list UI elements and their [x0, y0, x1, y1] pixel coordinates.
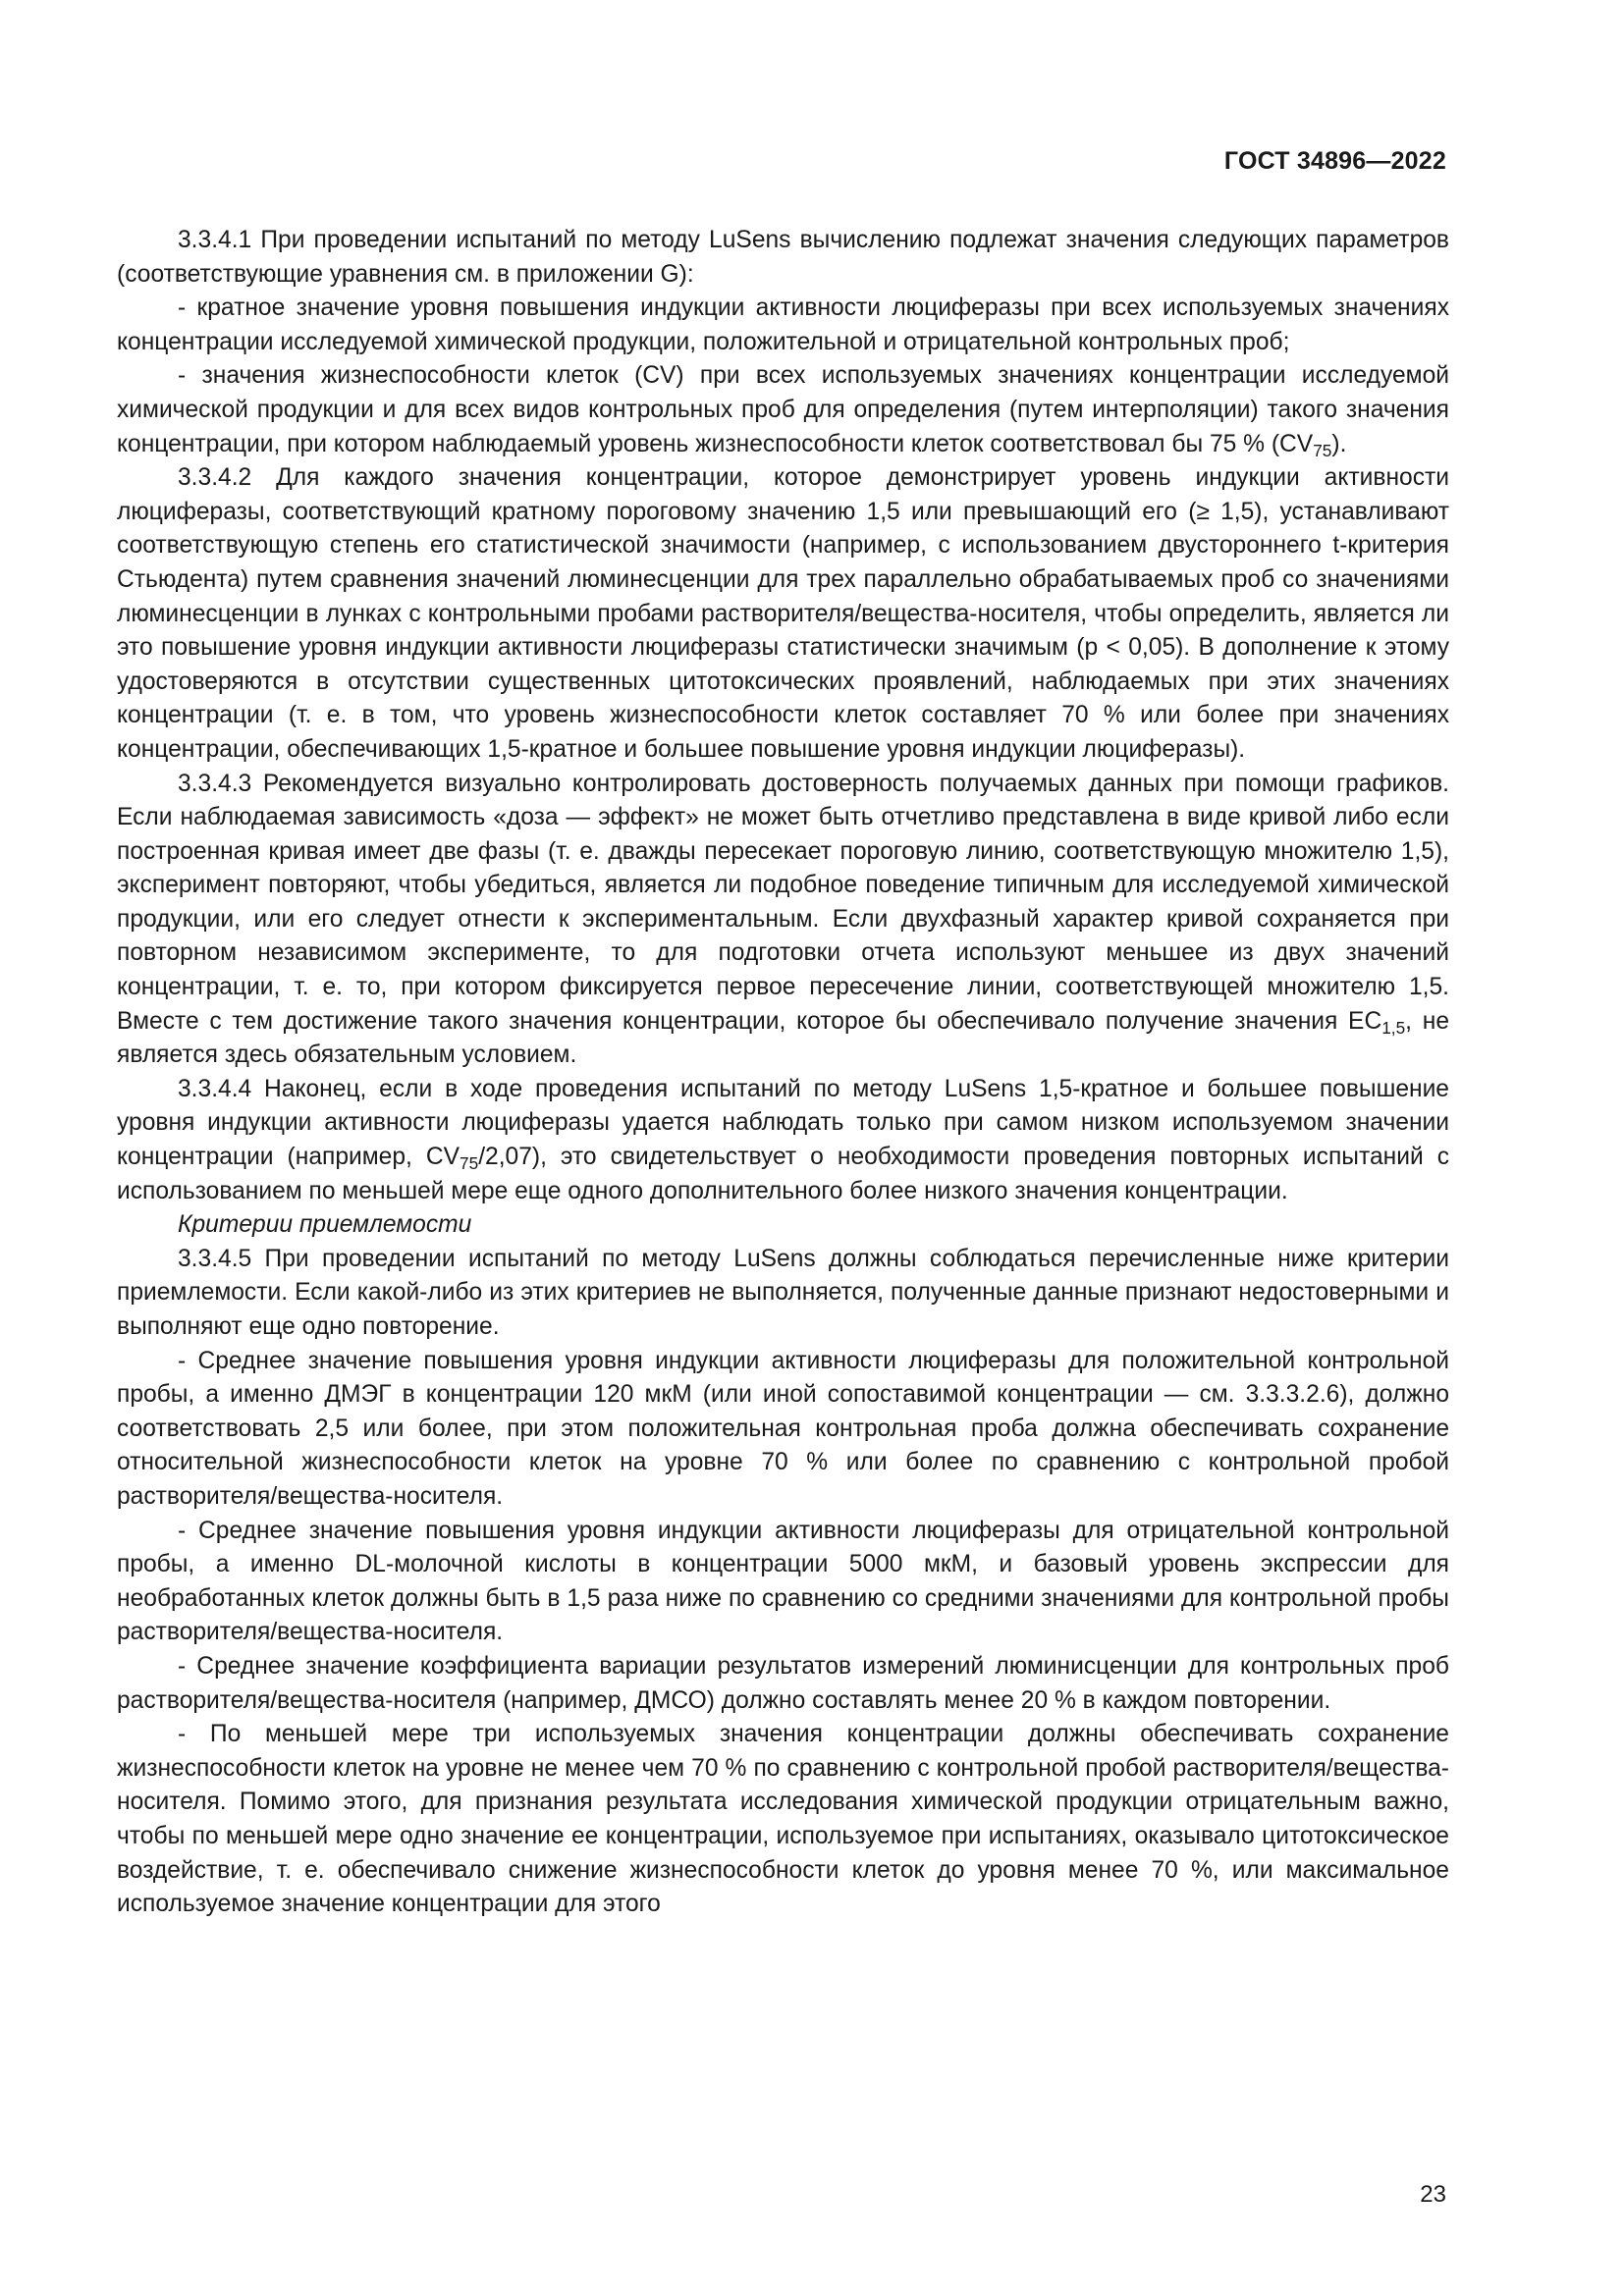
- paragraph: [117, 359, 1449, 461]
- page-number: 23: [1420, 2181, 1446, 2208]
- paragraph-text: 3.3.4.3 Рекомендуется визуально контролировать достоверность получаемых данных при помощи графиков. Если наблюдаемая зависимость «доза — эффект» не может быть отчетливо представлена в виде кривой либо если построенная кривая имеет две фазы (т. е. дважды пересекает пороговую линию, соответствующую множителю 1,5), эксперимент повторяют, чтобы убедиться, является ли подобное поведение типичным для исследуемой химической продукции, или его следует отнести к экспериментальным. Если двухфазный характер кривой сохраняется при повторном независимом эксперименте, то для подготовки отчета используют меньшее из двух значений концентрации, т. е. то, при котором фиксируется первое пересечение линии, соответствующей множителю 1,5. Вместе с тем достижение такого значения концентрации, которое бы обеспечивало получение значения EC: [117, 770, 1449, 1035]
- paragraph-text: ).: [1331, 430, 1347, 457]
- paragraph: - По меньшей мере три используемых значения концентрации должны обеспечивать сохранение жизнеспособности клеток на уровне не менее чем 70 % по сравнению с контрольной пробой растворителя/вещества-носителя. Помимо этого, для признания результата исследования химической продукции отрицательным важно, чтобы по меньшей мере одно значение ее концентрации, используемое при испытаниях, оказывало цитотоксическое воздействие, т. е. обеспечивало снижение жизнеспособности клеток до уровня менее 70 %, или максимальное используемое значение концентрации для этого: [117, 1721, 1449, 1918]
- paragraph-text: 3.3.4.4 Наконец, если в ходе проведения испытаний по методу LuSens 1,5-кратное и большее повышение уровня индукции активности люциферазы удается наблюдать только при самом низком используемом значении концентрации (например, CV: [117, 1075, 1449, 1171]
- paragraph: - Среднее значение повышения уровня индукции активности люциферазы для положительной контрольной пробы, а именно ДМЭГ в концентрации 120 мкМ (или иной сопоставимой концентрации — см. 3.3.3.2.6), должно соответствовать 2,5 или более, при этом положительная контрольная проба должна обеспечивать сохранение относительной жизнеспособности клеток на уровне 70 % или более по сравнению с контрольной пробой растворителя/вещества-носителя.: [117, 1347, 1449, 1510]
- paragraph: - Среднее значение коэффициента вариации результатов измерений люминисценции для контрольных проб растворителя/вещества-носителя (например, ДМСО) должно составлять менее 20 % в каждом повторении.: [117, 1652, 1449, 1714]
- document-standard-id: ГОСТ 34896—2022: [1223, 147, 1446, 175]
- paragraph-text: , не является здесь обязательным условием.: [117, 1007, 1449, 1069]
- paragraph: [117, 1073, 1449, 1208]
- paragraph: [117, 768, 1449, 1073]
- paragraph: - Среднее значение повышения уровня индукции активности люциферазы для отрицательной контрольной пробы, а именно DL-молочной кислоты в концентрации 5000 мкМ, и базовый уровень экспрессии для необработанных клеток должны быть в 1,5 раза ниже по сравнению со средними значениями для контрольной пробы растворителя/вещества-носителя.: [117, 1517, 1449, 1646]
- subscript: 75: [460, 1153, 479, 1174]
- subscript: 75: [1313, 440, 1332, 460]
- paragraph: 3.3.4.5 При проведении испытаний по методу LuSens должны соблюдаться перечисленные ниже критерии приемлемости. Если какой-либо из этих критериев не выполняется, полученные данные признают недостоверными и выполняют еще одно повторение.: [117, 1245, 1449, 1340]
- section-subheading: Критерии приемлемости: [178, 1211, 472, 1239]
- document-body: [117, 224, 1449, 1922]
- paragraph: 3.3.4.1 При проведении испытаний по методу LuSens вычислению подлежат значения следующих параметров (соответствующие уравнения см. в приложении G):: [117, 227, 1449, 288]
- subscript: 1,5: [1381, 1017, 1406, 1038]
- paragraph: 3.3.4.2 Для каждого значения концентрации, которое демонстрирует уровень индукции активности люциферазы, соответствующий кратному пороговому значению 1,5 или превышающий его (≥ 1,5), устанавливают соответствующую степень его статистической значимости (например, с использованием двустороннего t-критерия Стьюдента) путем сравнения значений люминесценции для трех параллельно обрабатываемых проб со значениями люминесценции в лунках с контрольными пробами растворителя/вещества-носителя, чтобы определить, является ли это повышение уровня индукции активности люциферазы статистически значимым (p < 0,05). В дополнение к этому удостоверяются в отсутствии существенных цитотоксических проявлений, наблюдаемых при этих значениях концентрации (т. е. в том, что уровень жизнеспособности клеток составляет 70 % или более при значениях концентрации, обеспечивающих 1,5-кратное и большее повышение уровня индукции люциферазы).: [117, 464, 1449, 763]
- paragraph-text: /2,07), это свидетельствует о необходимости проведения повторных испытаний с использованием по меньшей мере еще одного дополнительного более низкого значения концентрации.: [117, 1144, 1449, 1204]
- paragraph-text: - значения жизнеспособности клеток (CV) при всех используемых значениях концентрации исследуемой химической продукции и для всех видов контрольных проб для определения (путем интерполяции) такого значения концентрации, при котором наблюдаемый уровень жизнеспособности клеток соответствовал бы 75 % (CV: [117, 362, 1449, 457]
- paragraph: - кратное значение уровня повышения индукции активности люциферазы при всех используемых значениях концентрации исследуемой химической продукции, положительной и отрицательной контрольных проб;: [117, 294, 1449, 355]
